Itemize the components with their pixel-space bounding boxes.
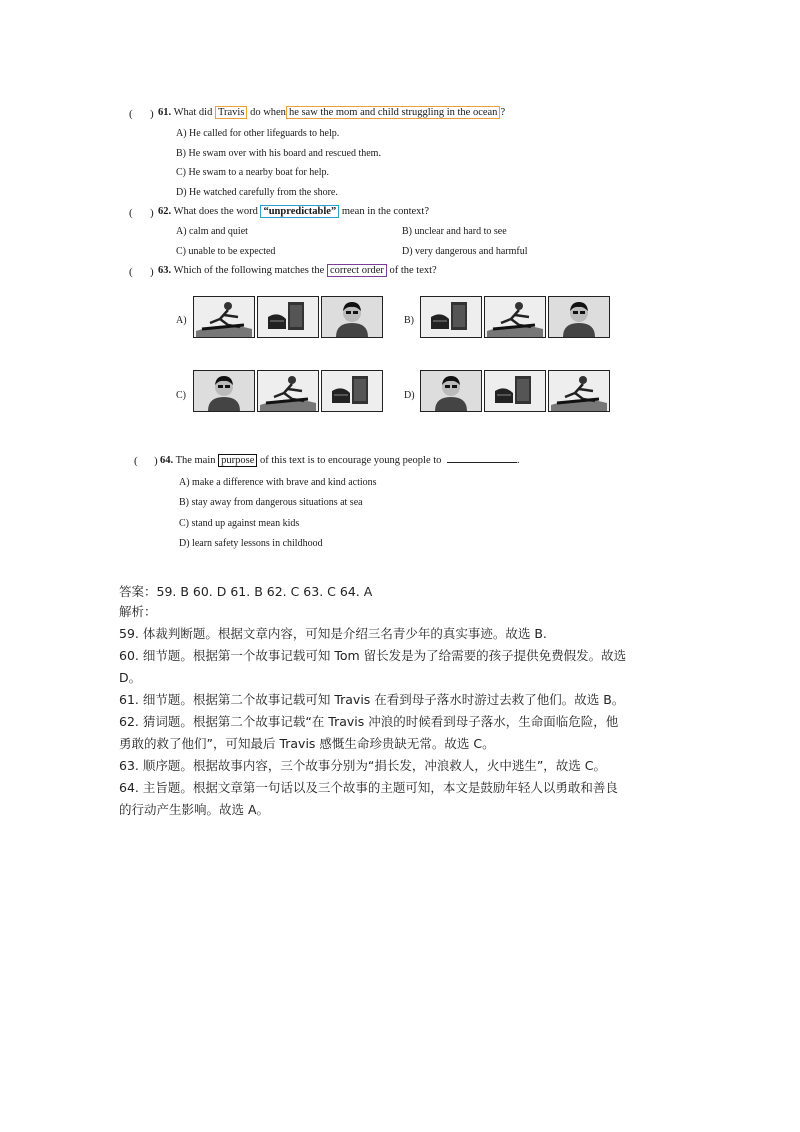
highlight-box-purpose: purpose xyxy=(218,454,257,467)
boy-portrait-icon xyxy=(420,370,482,412)
option-64-c: C) stand up against mean kids xyxy=(179,518,300,529)
highlight-box-travis: Travis xyxy=(215,106,247,119)
surfer-icon xyxy=(484,296,546,338)
analysis-line: 61. 细节题。根据第二个故事记载可知 Travis 在看到母子落水时游过去救了他们。故选 B。 xyxy=(119,692,625,707)
answer-paren-open: ( xyxy=(129,207,133,219)
option-63-c-label: C) xyxy=(176,390,186,401)
answer-paren-close: ) xyxy=(150,207,154,219)
question-mark: ? xyxy=(500,107,506,118)
option-62-c: C) unable to be expected xyxy=(176,246,276,257)
option-63-d-label: D) xyxy=(404,390,415,401)
hair-donation-icon xyxy=(484,370,546,412)
option-61-c: C) He swam to a nearby boat for help. xyxy=(176,167,330,178)
question-text: mean in the context? xyxy=(341,206,430,217)
answer-paren-open: ( xyxy=(134,455,138,467)
answer-key-line: 答案：59. B 60. D 61. B 62. C 63. C 64. A xyxy=(119,584,373,599)
highlight-box-unpredictable: “unpredictable” xyxy=(260,205,339,218)
surfer-icon xyxy=(548,370,610,412)
option-61-d: D) He watched carefully from the shore. xyxy=(176,187,338,198)
question-text: of this text is to encourage young people to xyxy=(260,455,442,466)
option-64-b: B) stay away from dangerous situations at sea xyxy=(179,497,363,508)
answer-paren-close: ) xyxy=(150,108,154,120)
option-61-b: B) He swam over with his board and rescued them. xyxy=(176,148,381,159)
highlight-box-correct-order: correct order xyxy=(327,264,387,277)
hair-donation-icon xyxy=(420,296,482,338)
question-number: 63. xyxy=(158,265,172,276)
question-number: 62. xyxy=(158,206,172,217)
question-number: 64. xyxy=(160,455,174,466)
analysis-title: 解析： xyxy=(119,604,157,619)
answer-paren-open: ( xyxy=(129,266,133,278)
hair-donation-icon xyxy=(321,370,383,412)
question-62 xyxy=(158,206,429,217)
option-64-a: A) make a difference with brave and kind actions xyxy=(179,477,377,488)
analysis-line: 的行动产生影响。故选 A。 xyxy=(119,802,270,817)
question-text: Which of the following matches the xyxy=(173,265,325,276)
question-number: 61. xyxy=(158,107,172,118)
boy-portrait-icon xyxy=(321,296,383,338)
boy-portrait-icon xyxy=(548,296,610,338)
question-text: do when xyxy=(250,107,286,118)
question-64 xyxy=(160,455,520,466)
question-text: What did xyxy=(173,107,213,118)
analysis-line: 62. 猜词题。根据第二个故事记载“在 Travis 冲浪的时候看到母子落水，生命面临危险，他 xyxy=(119,714,619,729)
answer-blank xyxy=(447,462,517,463)
option-62-a: A) calm and quiet xyxy=(176,226,248,237)
question-61 xyxy=(158,107,505,118)
option-62-b: B) unclear and hard to see xyxy=(402,226,507,237)
question-text: of the text? xyxy=(389,265,437,276)
analysis-line: 64. 主旨题。根据文章第一句话以及三个故事的主题可知，本文是鼓励年轻人以勇敢和善良 xyxy=(119,780,618,795)
analysis-line: D。 xyxy=(119,670,142,685)
surfer-icon xyxy=(257,370,319,412)
surfer-icon xyxy=(193,296,255,338)
answer-paren-close: ) xyxy=(154,455,158,467)
answer-paren-close: ) xyxy=(150,266,154,278)
analysis-line: 63. 顺序题。根据故事内容，三个故事分别为“捐长发，冲浪救人，火中逃生”，故选 C。 xyxy=(119,758,607,773)
option-62-d: D) very dangerous and harmful xyxy=(402,246,528,257)
question-text: What does the word xyxy=(173,206,258,217)
option-61-a: A) He called for other lifeguards to help. xyxy=(176,128,340,139)
analysis-line: 59. 体裁判断题。根据文章内容，可知是介绍三名青少年的真实事迹。故选 B. xyxy=(119,626,547,641)
question-63 xyxy=(158,265,437,276)
question-end: . xyxy=(517,455,520,466)
answer-paren-open: ( xyxy=(129,108,133,120)
option-63-b-label: B) xyxy=(404,315,414,326)
analysis-line: 60. 细节题。根据第一个故事记载可知 Tom 留长发是为了给需要的孩子提供免费假发。故选 xyxy=(119,648,627,663)
hair-donation-icon xyxy=(257,296,319,338)
option-63-a-label: A) xyxy=(176,315,187,326)
analysis-line: 勇敢的救了他们”，可知最后 Travis 感慨生命珍贵缺无常。故选 C。 xyxy=(119,736,495,751)
option-64-d: D) learn safety lessons in childhood xyxy=(179,538,323,549)
boy-portrait-icon xyxy=(193,370,255,412)
question-text: The main xyxy=(175,455,216,466)
highlight-box-event: he saw the mom and child struggling in the ocean xyxy=(286,106,501,119)
